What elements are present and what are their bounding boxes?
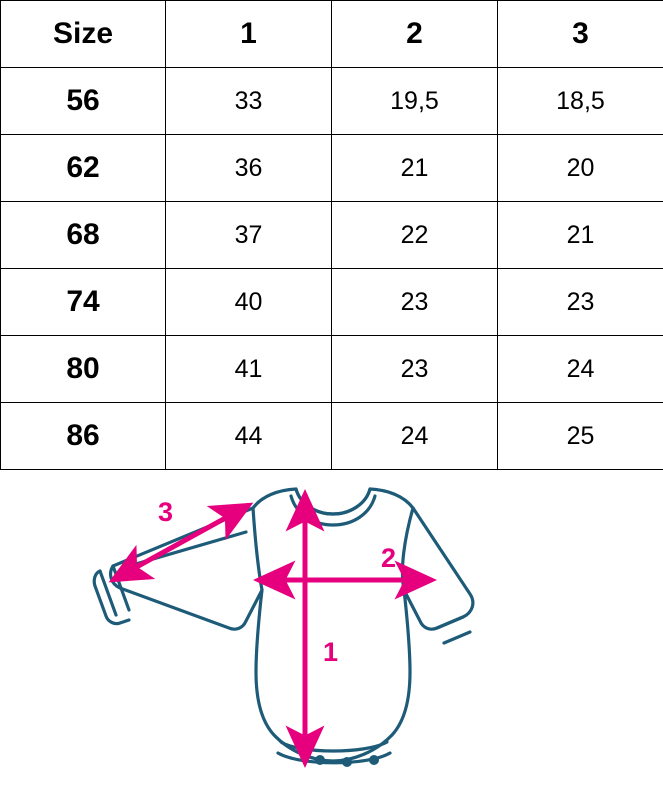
cell-measure-3: 23: [498, 269, 663, 336]
cell-measure-2: 23: [332, 269, 498, 336]
measure-arrow-3: [113, 505, 249, 580]
snap-dot-icon: [342, 757, 352, 767]
column-header-3: 3: [498, 1, 663, 68]
cell-measure-3: 25: [498, 403, 663, 470]
size-table-body: [1, 68, 663, 470]
cell-measure-2: 21: [332, 135, 498, 202]
cell-measure-2: 23: [332, 336, 498, 403]
cell-measure-3: 20: [498, 135, 663, 202]
row-header-size: 86: [1, 403, 166, 470]
cell-measure-1: 36: [166, 135, 332, 202]
row-header-size: 62: [1, 135, 166, 202]
cell-measure-1: 41: [166, 336, 332, 403]
cell-measure-2: 24: [332, 403, 498, 470]
row-header-size: 74: [1, 269, 166, 336]
row-header-size: 80: [1, 336, 166, 403]
bodysuit-outline-icon: [94, 489, 473, 763]
cell-measure-2: 22: [332, 202, 498, 269]
table-row: [1, 403, 663, 470]
cell-measure-3: 21: [498, 202, 663, 269]
column-header-1: 1: [166, 1, 332, 68]
row-header-size: 68: [1, 202, 166, 269]
table-row: [1, 269, 663, 336]
measure-label-1: 1: [323, 637, 339, 667]
table-row: [1, 336, 663, 403]
cell-measure-3: 24: [498, 336, 663, 403]
row-header-size: 56: [1, 68, 166, 135]
measure-label-3: 3: [158, 497, 174, 527]
table-row: [1, 202, 663, 269]
size-table-head: [1, 1, 663, 68]
table-row: [1, 135, 663, 202]
snap-dot-icon: [369, 755, 379, 765]
cell-measure-1: 40: [166, 269, 332, 336]
cell-measure-2: 19,5: [332, 68, 498, 135]
table-row: [1, 68, 663, 135]
snap-dot-icon: [315, 755, 325, 765]
column-header-size: Size: [1, 1, 166, 68]
cell-measure-1: 37: [166, 202, 332, 269]
measure-label-2: 2: [381, 543, 397, 573]
table-header-row: [1, 1, 663, 68]
cell-measure-1: 44: [166, 403, 332, 470]
garment-diagram: [0, 470, 663, 800]
cell-measure-1: 33: [166, 68, 332, 135]
column-header-2: 2: [332, 1, 498, 68]
cell-measure-3: 18,5: [498, 68, 663, 135]
